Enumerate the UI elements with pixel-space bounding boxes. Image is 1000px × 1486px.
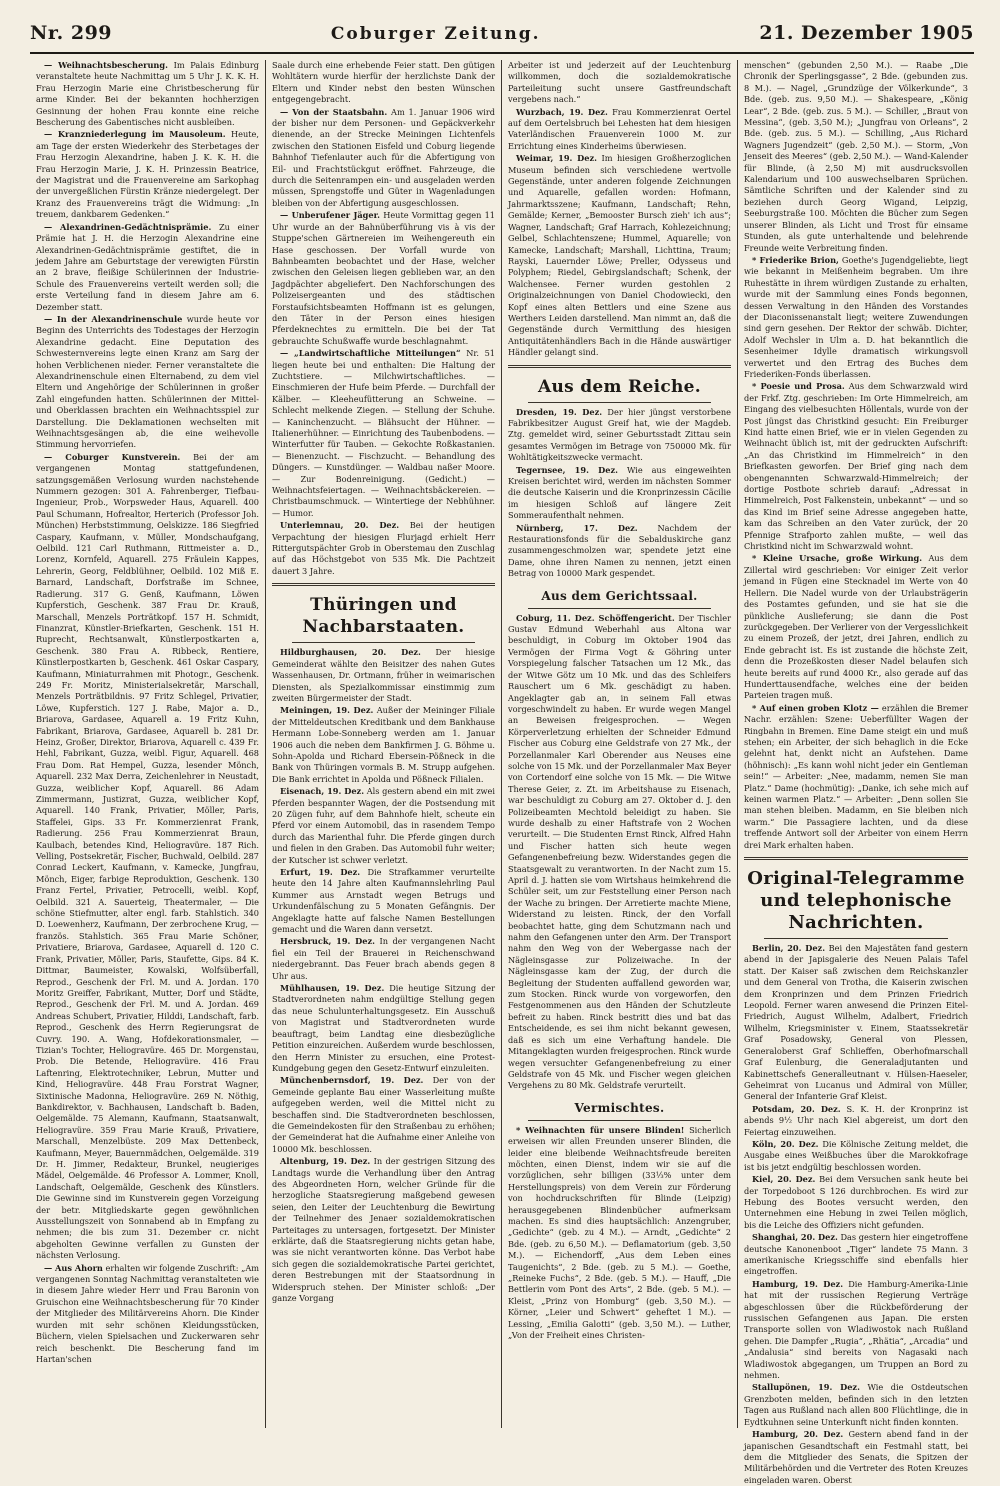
article-heading: Hamburg, 20. Dez. <box>752 1429 844 1440</box>
section-rule <box>764 938 948 939</box>
article-paragraph <box>508 613 731 1092</box>
article-body: Aus dem Schwarzwald wird der Frkf. Ztg. geschrieben: Im Orte Himmelreich, am Eingang des vielbesuchten Höllentals, wurde von der Post jüngst das Christkind gesucht: Ein Freiburger Kind hatte einen Brief, wie er in vielen Gegenden zu Weihnacht üblich ist, mit der gedruckten Aufschrift: „An das Christkind im Himmelreich“ in den Briefkasten geworfen. Der Brief ging nach dem obengenannten Schwarzwald-Himmelreich; der dortige Postbote schrieb darauf: „Adressat in Himmelreich, Post Falkenstein, unbekannt“ — und so das Kind im Brief seine Adresse angegeben hatte, kam das Schreiben an den Vater zurück, der 20 Pfennige Strafporto zahlen mußte, — weil das Christkind nicht im Schwarzwald wohnt. <box>744 381 968 552</box>
article-body: Wie aus eingeweihten Kreisen berichtet wird, werden im nächsten Sommer die deutsche Kaiserin und die Kronprinzessin Cäcilie im hiesigen Schloß auf längere Zeit Sommeraufenthalt nehmen. <box>508 464 731 521</box>
article-heading: Potsdam, 20. Dez. <box>752 1103 841 1114</box>
article-paragraph <box>272 60 495 106</box>
article-heading: Stallupönen, 19. Dez. <box>752 1382 860 1393</box>
article-heading: Meiningen, 19. Dez. <box>280 705 374 716</box>
article-heading: Köln, 20. Dez. <box>752 1138 819 1149</box>
article-body: Frau Kommerzienrat Oertel auf dem Oertelsbruch bei Lehesten hat dem hiesigen Vaterländischen Frauenverein 1000 M. zur Errichtung eines Kinderheims überwiesen. <box>508 106 731 151</box>
article-body: Goethe's Jugendgeliebte, liegt wie bekannt in Meißenheim begraben. Um ihre Ruhestätte in ihrem würdigen Zustande zu erhalten, wurde mit der Sammlung eines Fonds begonnen, dessen Verwaltung in den Händen des Vorstandes der Diaconissenanstalt liegt; weitere Zuwendungen sind gern gesehen. Der Rektor der schwäb. Dichter, Adolf Wechsler in Ulm a. D. hat bekanntlich die Sesenheimer Idylle dramatisch wirkungsvoll verwertet und den Ertrag des Buches dem Friederiken-Fonds überlassen. <box>744 254 968 379</box>
section-rule <box>272 583 495 586</box>
article-body: Saale durch eine erhebende Feier statt. Den gütigen Wohltätern wurde hierfür der herzlichste Dank der Eltern und Kinder nebst den besten Wünschen entgegengebracht. <box>272 60 495 105</box>
article-paragraph <box>272 1075 495 1155</box>
article-heading: Weimar, 19. Dez. <box>516 153 597 164</box>
article-body: Im hiesigen Großherzoglichen Museum befinden sich verschiedene wertvolle Gegenstände, unter anderen folgende Zeichnungen und Aquarelle, gefallen worden: Hofmann, Jahrmarktsszene; Kaufmann, Landschaft; Rehn, Gemälde; Kerner, „Bemooster Bursch zieh' ich aus“; Wagner, Landschaft; Graf Harrach, Kohlezeichnung; Gelbel, Schlachtenszene; Hummel, Aquarelle; von Kamecke, Landschaft; Marshall, Lichttina, Traum; Rayski, Lauernder Löwe; Preller, Odysseus und Polyphem; Riedel, Gebirgslandschaft; Schenk, der Walchensee. Ferner wurden gestohlen 2 Originalzeichnungen von Daniel Chodowiecki, den Kopf eines alten Bettlers und eine Szene aus Werthers Leiden darstellend. Man nimmt an, daß die Gegenstände durch Vermittlung des hiesigen Antiquitätenhändlers Bach in die Hände auswärtiger Händler gelangt sind. <box>508 153 732 358</box>
article-body: Die Strafkammer verurteilte heute den 14 Jahre alten Kaufmannslehrling Paul Kummer aus Arnstadt wegen Betrugs und Urkundenfälschung zu 5 Monaten Gefängnis. Der Angeklagte hatte auf falsche Namen Bestellungen gemacht und die Waren dann versetzt. <box>272 867 495 935</box>
article-body: Außer der Meininger Filiale der Mitteldeutschen Kreditbank und dem Bankhause Hermann Lobe-Sonneberg werden am 1. Januar 1906 auch die neben dem Bankfirmen J. G. Böhme u. Sohn-Apolda und Richard Ebersein-Pößneck in die Bank von Thüringen vormals B. M. Strupp aufgehen. Die Bank errichtet in Apolda und Pößneck Filialen. <box>272 705 496 784</box>
article-paragraph <box>508 407 731 464</box>
article-paragraph <box>36 129 259 220</box>
article-paragraph <box>272 107 495 210</box>
section-heading: Original-Telegramme und telephonische Nachrichten. <box>747 868 965 934</box>
article-paragraph <box>744 703 968 851</box>
column-3 <box>502 60 738 1428</box>
article-paragraph <box>508 153 731 358</box>
article-paragraph <box>272 647 495 704</box>
article-paragraph <box>272 1156 495 1304</box>
article-body: menschen“ (gebunden 2,50 M.). — Raabe „Die Chronik der Sperlingsgasse“, 2 Bde. (gebunden zus. 8 M.). — Nagel, „Grundzüge der Völkerkunde“, 3 Bde. (geb. zus. 9,50 M.). — Shakespeare, „König Lear“, 2 Bde. (geb. zus. 5 M.). — Schiller, „Braut von Messina“, (geb. 3,50 M.); „Jungfrau von Orleans“, 2 Bde. (geb. zus. 5 M.). — Schilling, „Aus Richard Wagners Jugendzeit“ (geb. 2,50 M.). — Storm, „Von Jenseit des Meeres“ (geb. 2,50 M.). — Wand-Kalender für Blinde, (à 2,50 M) mit ausdrucksvollen Kalendarium und 100 auswechselbaren Sprüchen. Sämtliche Schriften und der Kalender sind zu beziehen durch Georg Wigand, Leipzig, Seeburgstraße 100. Möchten die Bücher zum Segen unserer Blinden, als Licht und Trost für einsame Stunden, als gute unterhaltende und belehrende Freunde weite Verbreitung finden. <box>744 60 969 253</box>
article-body: erhalten wir folgende Zuschrift: „Am vergangenen Sonntag Nachmittag veranstalteten wie in diesem Jahre wieder Herr und Frau Baronin von Gruischon eine Weihnachtsbescherung für 70 Kinder der Mitglieder des Militärvereins Ahorn. Die Kinder wurden mit sehr schönen Kleidungsstücken, Büchern, vielen Spielsachen und Zuckerwaren sehr reich beschenkt. Die Bescherung fand im Hartan'schen <box>36 1262 259 1364</box>
article-paragraph <box>36 1263 259 1366</box>
article-body: Aus dem Zillertal wird geschrieben: Vor einiger Zeit verlor jemand in Fügen eine Stecknadel im Werte von 40 Hellern. Die Nadel wurde von der Urlaubsträgerin des Postamtes gefunden, und sie hat sie die pünkliche Auslieferung; sie dann die Post zurückgegeben. Der Verlierer von der Vergesslichkeit zu einem Prozeß, der jetzt, drei Jahren, endlich zu Ende gebracht ist. Es ist zustande die höchste Zeit, denn die Prozeßkosten dieser Nadel belaufen sich heute bereits auf rund 4000 Kr., also gerade auf das Hunderttausendfache, welches eine der beiden Parteien tragen muß. <box>744 553 968 701</box>
column-1 <box>30 60 266 1428</box>
article-paragraph <box>744 255 968 380</box>
section-heading: Aus dem Gerichtssaal. <box>541 588 698 603</box>
article-heading: Hamburg, 19. Dez. <box>752 1278 844 1289</box>
article-heading: — Kranzniederlegung im Mausoleum. <box>44 129 226 140</box>
article-paragraph <box>508 107 731 153</box>
article-body: Zu einer Prämie hat J. H. die Herzogin Alexandrine eine Alexandrinen-Gedächtnisprämie gestiftet, die in jedem Jahre am Geburtstage der verewigten Fürstin an 2 brave, fleißige Schülerinnen der Industrie-Schule des Frauenvereins verteilt werden soll; die erste Verteilung fand in diesem Jahre am 6. Dezember statt. <box>36 221 260 312</box>
columns <box>30 60 974 1485</box>
article-heading: Tegernsee, 19. Dez. <box>516 464 618 475</box>
article-body: Wie die Ostdeutschen Grenzboten melden, befinden sich in den letzten Tagen aus Rußland nach allen 800 Flüchtlinge, die in Eydtkuhnen seine Unterkunft nicht finden konnten. <box>744 1382 968 1427</box>
article-paragraph <box>508 465 731 522</box>
article-body: Das gestern hier eingetroffene deutsche Kanonenboot „Tiger“ landete 75 Mann. 3 amerikanische Kriegsschiffe sind ebenfalls hier eingetroffen. <box>744 1232 968 1277</box>
article-body: Im Palais Edinburg veranstaltete heute Nachmittag um 5 Uhr J. K. K. H. Frau Herzogin Marie eine Christbescherung für arme Kinder. Bei der bekannten hochherzigen Gesinnung der hohen Frau konnte eine reiche Bescherung des Gabentisches nicht ausbleiben. <box>36 60 259 128</box>
article-heading: — Unberufener Jäger. <box>280 210 381 221</box>
article-paragraph <box>744 1279 968 1382</box>
article-heading: — Alexandrinen-Gedächtnisprämie. <box>44 221 212 232</box>
article-paragraph <box>272 786 495 866</box>
article-body: Der hier jüngst verstorbene Fabrikbesitzer August Greif hat, wie der Magdeb. Ztg. gemeldet wird, seiner Geburtsstadt Zittau sein gesamtes Vermögen im Betrage von 750000 Mk. für Wohltätigkeitszwecke vermacht. <box>508 406 731 463</box>
article-paragraph <box>272 936 495 982</box>
article-body: Bei der heutigen Verpachtung der hiesigen Flurjagd erhielt Herr Rittergutspächter Grob in Oberstemau den Zuschlag auf das Höchstgebot von 535 Mk. Die Pachtzeit dauert 3 Jahre. <box>272 520 495 576</box>
issue-number: Nr. 299 <box>30 22 113 44</box>
article-body: Arbeiter ist und jederzeit auf der Leuchtenburg willkommen, doch die sozialdemokratische Parteileitung sucht unsere Gastfreundschaft vergebens nach.“ <box>508 60 731 105</box>
article-paragraph <box>36 60 259 128</box>
article-paragraph <box>508 1125 731 1342</box>
article-heading: Erfurt, 19. Dez. <box>280 867 361 877</box>
article-heading: — Von der Staatsbahn. <box>280 106 388 117</box>
article-paragraph <box>744 60 968 254</box>
article-heading: Hildburghausen, 20. Dez. <box>280 647 421 658</box>
article-paragraph <box>36 314 259 451</box>
article-body: In der gestrigen Sitzung des Landtags wurde die Verhandlung über den Antrag des Abgeordneten Horn, welcher Gründe für die herzogliche Staatsregierung maßgebend gewesen seien, den Leiter der Leuchtenburg die Bewirtung der Teilnehmer des Jenaer sozialdemokratischen Parteitages zu untersagen, fortgesetzt. Der Minister erklärte, daß die Staatsregierung nichts getan habe, was sie nicht verantworten könne. Das Verbot habe sich gegen die sozialdemokratische Partei gerichtet, deren Bestrebungen mit der Staatsordnung in Widerspruch stehen. Der Minister schloß: „Der ganze Vorgang <box>272 1156 495 1304</box>
article-heading: — „Landwirtschaftliche Mitteilungen“ <box>280 348 461 359</box>
article-paragraph <box>744 1104 968 1138</box>
article-body: Die heutige Sitzung der Stadtverordneten nahm endgültige Stellung gegen das neue Schulunterhaltungsgesetz. Ein Ausschuß von Magistrat und Stadtverordneten wurde beauftragt, beim Landtag eine diesbezügliche Petition einzureichen. Außerdem wurde beschlossen, den Herrn Minister zu ersuchen, eine Protest-Kundgebung gegen den Gesetz-Entwurf einzuleiten. <box>272 983 495 1073</box>
section-rule <box>292 642 475 643</box>
newspaper-title: Coburger Zeitung. <box>330 24 541 44</box>
article-paragraph <box>36 452 259 1262</box>
article-body: Nachdem der Restaurationsfonds für die Sebalduskirche ganz zusammengeschmolzen war, spendete jetzt eine Dame, ohne ihren Namen zu nennen, jetzt einen Betrag von 10000 Mark gespendet. <box>508 522 731 579</box>
article-body: Sicherlich erweisen wir allen Freunden unserer Blinden, die leider eine bleibende Weihnachtsfreude bereiten möchten, einen Dienst, indem wir sie auf die vorzüglichen, sehr billigen (33⅓% unter dem Herstellungspreis) von dem Verein zur Förderung von hochdruckschriften für Blinde (Leipzig) herausgegebenen Blindenbücher aufmerksam machen. Es sind dies hauptsächlich: Anzengruber, „Gedichte“ (geb. zu 4 M.). — Arndt, „Gedichte“ 2 Bde. (geb. zu 6,50 M.). — Deflamatorium (geb. 3,50 M.). — Eichendorff, „Aus dem Leben eines Taugenichts“, 2 Bde. (geb. zu 5 M.). — Goethe, „Reineke Fuchs“, 2 Bde. (geb. 5 M.). — Hauff, „Die Bettlerin vom Pont des Arts“, 2 Bde. (geb. 5 M.). — Kleist, „Prinz von Homburg“ (geb. 3,50 M.). — Körner, „Leier und Schwert“ geheftet 1 M.). — Lessing, „Emilia Galotti“ (geb. 3,50 M.). — Luther, „Von der Freiheit eines Christen- <box>508 1124 732 1341</box>
article-paragraph <box>744 1382 968 1428</box>
article-heading: Münchenbernsdorf, 19. Dez. <box>280 1075 424 1086</box>
masthead <box>30 22 974 54</box>
article-heading: Kiel, 20. Dez. <box>752 1174 816 1185</box>
article-heading: — Coburger Kunstverein. <box>44 451 181 462</box>
article-body: Die Hamburg-Amerika-Linie hat mit der russischen Regierung Verträge abgeschlossen über die Rückbeförderung der russischen Gefangenen aus Japan. Die ersten Transporte sollen von Wladiwostok nach Rußland gehen. Die Dampfer „Rugia“, „Rhätia“, „Arcadia“ und „Andalusia“ sind bereits von Nagasaki nach Wladiwostok abgegangen, um Truppen an Bord zu nehmen. <box>744 1278 969 1381</box>
section-rule <box>528 402 711 403</box>
article-paragraph <box>36 222 259 313</box>
article-body: In der vergangenen Nacht fiel ein Teil der Brauerei in Reichenschwand niedergebrannt. Das Feuer brach abends gegen 8 Uhr aus. <box>272 936 495 981</box>
column-2 <box>266 60 502 1428</box>
article-paragraph <box>744 943 968 1103</box>
article-paragraph <box>272 348 495 519</box>
article-paragraph <box>744 553 968 701</box>
issue-date: 21. Dezember 1905 <box>759 22 974 44</box>
article-heading: * Poesie und Prosa. <box>752 381 845 392</box>
article-paragraph <box>508 60 731 106</box>
article-paragraph <box>272 867 495 935</box>
article-heading: — In der Alexandrinenschule <box>44 313 183 324</box>
article-heading: Mühlhausen, 19. Dez. <box>280 983 385 994</box>
article-heading: * Friederike Brion, <box>752 254 839 265</box>
section-rule <box>744 857 968 860</box>
article-paragraph <box>744 1174 968 1231</box>
article-heading: Berlin, 20. Dez. <box>752 943 826 954</box>
article-heading: * Auf einen groben Klotz — <box>752 702 879 713</box>
article-paragraph <box>744 381 968 552</box>
section-rule <box>528 608 711 609</box>
article-paragraph <box>272 983 495 1074</box>
article-body: S. K. H. der Kronprinz ist abends 9½ Uhr nach Kiel abgereist, um dort den Feiertag einzuweihen. <box>744 1103 968 1137</box>
article-heading: — Weihnachtsbescherung. <box>44 60 168 70</box>
article-heading: Wurzbach, 19. Dez. <box>516 106 608 117</box>
article-body: Gestern abend fand in der japanischen Gesandtschaft ein Festmahl statt, bei dem die Mitglieder des Senats, die Spitzen der Militärbehörden und die Vertreter des Roten Kreuzes eingeladen waren. Oberst <box>744 1429 969 1485</box>
section-heading: Vermischtes. <box>574 1100 665 1115</box>
article-heading: Altenburg, 19. Dez. <box>280 1156 371 1167</box>
article-paragraph <box>508 523 731 580</box>
article-body: Die Kölnische Zeitung meldet, die Ausgabe eines Weißbuches über die Marokkofrage ist bis jetzt endgültig beschlossen worden. <box>744 1138 968 1172</box>
article-paragraph <box>744 1139 968 1173</box>
article-paragraph <box>272 210 495 347</box>
section-heading: Thüringen und Nachbarstaaten. <box>302 595 465 638</box>
article-body: Der Tischler Gustav Edmund Weberhahl aus Altona war beschuldigt, in Coburg im Oktober 1904 das Vermögen der Firma Vogt & Göhring unter Vorspiegelung falscher Tatsachen um 12 Mk., das der Witwe Götz um 10 Mk. und das des Schleifers Rauschert um 6 Mk. geschädigt zu haben. Angeklagter gab an, in seinem Fall etwas vorgeschwindelt zu haben. Er wurde wegen Mangel an Beweisen freigesprochen. — Wegen Körperverletzung erhielten der Schneider Edmund Fischer aus Coburg eine Geldstrafe von 27 Mk., der Porzellanmaler Karl Oberender aus Neuses eine solche von 15 Mk. und der Porzellanmaler Max Beyer von Cortendorf eine solche von 15 Mk. — Die Witwe Therese Geier, z. Zt. im Arbeitshause zu Eisenach, war beschuldigt zu Coburg am 27. Oktober d. J. den Polizeibeamten Mechtold beleidigt zu haben. Sie wurde deshalb zu einer Haftstrafe von 2 Wochen verurteilt. — Die Studenten Ernst Rinck, Alfred Hahn und Fischer hatten sich heute wegen Gefangenenbefreiung bezw. Widerstandes gegen die Staatsgewalt zu verantworten. In der Nacht zum 15. April d. J. hatten sie vom Wirtshaus heimkehrend die Schüler seit, um zur Feststellung einer Person nach der Wache zu bringen. Der Arretierte machte Miene, Widerstand zu leisten. Rinck, der den Vorfall beobachtet hatte, ging dem Schutzmann nach und nahm den Gefangenen unter den Arm. Der Transport nahm den Weg von der Webergasse nach der Nägleinsgasse zur Polizeiwache. In der Nägleinsgasse kam der Zug, der durch die Begleitung der Studenten auffallend geworden war, zum Stocken. Rinck wurde von vorgeworfen, den Festgenommenen aus den Händen der Schutzleute befreit zu haben. Rinck bestritt dies und bat das Entscheidende, es sei ihm nicht bekannt gewesen, daß es sich um eine Verhaftung handele. Die Mitangeklagten wurden freigesprochen. Rinck wurde wegen versuchter Gefangenenbefreiung zu einer Geldstrafe von 45 Mk. und Fischer wegen gleichen Vergehens zu 80 Mk. Geldstrafe verurteilt. <box>508 612 731 1091</box>
article-heading: * Weihnachten für unsere Blinden! <box>516 1124 685 1135</box>
article-heading: Coburg, 11. Dez. Schöffengericht. <box>516 612 675 623</box>
section-heading: Aus dem Reiche. <box>538 376 701 397</box>
section-rule <box>508 365 731 368</box>
article-heading: Nürnberg, 17. Dez. <box>516 522 638 533</box>
article-body: Der von der Gemeinde geplante Bau einer Wasserleitung mußte aufgegeben werden, weil die Mittel nicht zu beschaffen sind. Die Stadtverordneten beschlossen, die Gemeindekosten für den Straßenbau zu erhöhen; der Gemeinderat hat die Aufnahme einer Anleihe von 10000 Mk. beschlossen. <box>272 1075 496 1154</box>
article-body: Nr. 51 liegen heute bei und enthalten: Die Haltung der Zuchtstiere. — Milchwirtschaftliches. — Einschmieren der Hufe beim Pferde. — Durchfall der Kälber. — Kleeheufütterung an Schweine. — Schlecht melkende Ziegen. — Stellung der Schuhe. — Kaninchenzucht. — Blähsucht der Hühner. — Italienerhühner. — Einrichtung des Taubenbodens. — Winterfutter für Tauben. — Gekochte Roßkastanien. — Bienenzucht. — Fischzucht. — Behandlung des Düngers. — Kunstdünger. — Waldbau naßer Moore. — Zur Bodenreinigung. (Gedicht.) — Weihnachtsfeiertagen. — Weihnachtsbäckereien. — Christbaumschmuck. — Wintertiege der Nebhühner. — Humor. <box>272 348 495 518</box>
article-body: Bei dem Versuchen sank heute bei der Torpedoboot S 126 durchbrochen. Es wird zur Hebung des Bootes versucht werden, den Unternehmen eine Hebung in zwei Teilen möglich, bis die Leiche des Offiziers nicht gefunden. <box>744 1174 969 1230</box>
article-heading: — Aus Ahorn <box>44 1262 103 1273</box>
article-paragraph <box>744 1232 968 1278</box>
article-paragraph <box>744 1429 968 1486</box>
article-body: wurde heute vor Beginn des Unterrichts des Todestages der Herzogin Alexandrine gedacht. Eine Deputation des Schwesternvereins legte einen Kranz am Sarg der hohen Verblichenen nieder. Ferner veranstaltete die Alexandrinenschule einen Elternabend, zu dem viel Eltern und Angehörige der Schülerinnen in großer Zahl eingefunden hatten. Schülerinnen der Mittel- und Oberklassen brachten ein Weihnachtsspiel zur Darstellung. Die Deklamationen wechselten mit Weihnachtsgesängen ab, die eine weihevolle Stimmung hervorriefen. <box>36 313 259 450</box>
article-heading: Unterlemnau, 20. Dez. <box>280 520 400 531</box>
article-heading: Eisenach, 19. Dez. <box>280 786 365 797</box>
article-heading: Hersbruck, 19. Dez. <box>280 936 375 947</box>
article-heading: * Kleine Ursache, große Wirkung. <box>752 553 923 564</box>
section-rule <box>528 1120 711 1121</box>
article-body: Am 1. Januar 1906 wird der bisher nur dem Personen- und Gepäckverkehr dienende, an der Strecke Meiningen Lichtenfels zwischen den Stationen Eisfeld und Coburg liegende Bahnhof Tiefenlauter auch für die Abfertigung von Eil- und Frachtstückgut eröffnet. Fahrzeuge, die durch die Seitenrampen ein- und ausgeladen werden müssen, Sprengstoffe und Güter in Wagenladungen bleiben von der Abfertigung ausgeschlossen. <box>272 106 495 208</box>
article-heading: Dresden, 19. Dez. <box>516 406 603 417</box>
article-body: Heute Vormittag gegen 11 Uhr wurde an der Bahnüberführung vis à vis der Stuppe'schen Gärtnereien im Weihengereuth ein Hase geschossen. Der Vorfall wurde von Bahnbeamten beobachtet und der Hase, welcher zwischen den Geleisen liegen geblieben war, an den Jagdpächter abgeliefert. Den Nachforschungen des Polizeisergeanten und des städtischen Forstaufsichtsbeamten Hoffmann ist es gelungen, den Täter in der Person eines hiesigen Pferdeknechtes zu ermitteln. Die bei der Tat gebrauchte Schußwaffe wurde beschlagnahmt. <box>272 210 495 346</box>
article-paragraph <box>272 705 495 785</box>
article-body: Heute, am Tage der ersten Wiederkehr des Sterbetages der Frau Herzogin Alexandrine, haben J. K. K. H. die Frau Herzogin Marie, J. K. H. Prinzessin Beatrice, der Magistrat und die Frauenvereine am Sarkophag der unvergeßlichen Fürstin Kränze niedergelegt. Der Kranz des Frauenvereins trägt die Widmung: „In treuem, dankbarem Gedenken.“ <box>36 129 259 220</box>
article-paragraph <box>272 520 495 577</box>
article-body: erzählen die Bremer Nachr. erzählen: Szene: Ueberfüllter Wagen der Ringbahn in Bremen. Eine Dame steigt ein und muß stehen; ein Arbeiter, der sich behaglich in die Ecke gelehnt hat, denkt nicht an Aufstehen. Dame (höhnisch): „Es kann wohl nicht jeder ein Gentleman sein!“ — Arbeiter: „Nee, madamm, nemen Sie man Platz.“ Dame (hochmütig): „Danke, ich sehe mich auf keinen warmen Platz.“ — Arbeiter: „Denn sollen Sie man stehen bleiben. Madamm, en Sie bleiben nich warm.“ Die Passagiere lachten, und da diese treffende Antwort soll der Arbeiter von einem Herrn drei Mark erhalten haben. <box>744 702 968 850</box>
article-heading: Shanghai, 20. Dez. <box>752 1232 838 1243</box>
article-body: Bei den Majestäten fand gestern abend in der Japisgalerie des Neuen Palais Tafel statt. Der Kaiser saß zwischen dem Reichskanzler und dem General von Trotha, die Kaiserin zwischen dem Kronprinzen und dem Prinzen Friedrich Leopold. Ferner waren anwesend die Prinzen Eitel-Friedrich, August Wilhelm, Adalbert, Friedrich Wilhelm, Kriegsminister v. Einem, Staatssekretär Graf Posadowsky, General von Plessen, Generaloberst Graf Schlieffen, Oberhofmarschall Graf Eulenburg, die Generaladjutanten und Kabinettschefs Generalleutnant v. Hülsen-Haeseler, Geheimrat von Lucanus und Admiral von Müller, General der Infanterie Graf Kleist. <box>744 943 968 1102</box>
article-body: Als gestern abend ein mit zwei Pferden bespannter Wagen, der die Postsendung mit 20 Zügen fuhr, auf dem Bahnhofe hielt, scheute ein Pferd vor einem Automobil, das in rasendem Tempo durch das Marienthal fuhr. Die Pferde gingen durch und fielen in den Graben. Das Automobil fuhr weiter; der Kutscher ist schwer verletzt. <box>272 786 495 865</box>
article-body: Bei der am vergangenen Montag stattgefundenen, satzungsgemäßen Verlosung wurden nachstehende Nummern gezogen: 301 A. Fahrenberger, Tiefbau-Ingenieur, Prob., Worpsweder Haus, Aquarell. 400 Paul Schumann, Hofrealtor, Herterich (Professor Joh. München) Herbststimmung, Oelskizze. 186 Siegfried Caspary, Kaufmann, v. Müller, Mondschaufgang, Oelbild. 121 Carl Ruthmann, Rittmeister a. D., Lorenz, Kornfeld, Aquarell. 275 Fräulein Kappes, Lehrerin, Georg, Feldblühner, Oelbild. 102 Miß E. Barnard, Landschaft, Dorfstraße im Schnee, Radierung. 317 G. Genß, Kaufmann, Löwen Kupferstich, Geschenk. 387 Frau Dr. Krauß, Marschall, Menzels Porträtkopf. 157 H. Schmidt, Finanzrat, Künstler-Briefkarten, Geschenk. 151 H. Ruprecht, Rechtsanwalt, Künstlerpostkarten a, Geschenk. 380 Frau A. Ribbeck, Rentiere, Künstlerpostkarten b, Geschenk. 461 Oskar Caspary, Kaufmann, Miniaturrahmen mit Photogr., Geschenk. 249 Fr. Moritz, Ministerialsekretär, Marschall, Menzels Porträtbildnis. 97 Fritz Schlegel, Privatier, Löwe, Kupferstich. 127 J. Rabe, Major a. D., Briarova, Gardasee, Aquarell a. 19 Fritz Kuhn, Fabrikant, Briarova, Gardasee, Aquarell b. 281 Dr. Heinz, Großer, Direktor, Briarova, Aquarell c. 439 Fr. Hehl, Fabrikant, Guzza, weibl. Figur, Aquarell. 468 Frau Dom. Rat Hempel, Guzza, lesender Mönch, Aquarell. 232 Max Derra, Zeichenlehrer in Neustadt, Guzza, weiblicher Kopf, Aquarell. 86 Adam Zimmermann, Justizrat, Guzza, weiblicher Kopf, Aquarell. 140 Frank, Privatier, Möller, Paris, Staffelei, Gips. 33 Fr. Kommerzienrat Frank, Radierung. 256 Frau Kommerzienrat Braun, Kaulbach, betendes Kind, Heliogravüre. 187 Rich. Velling, Postsekretär, Fischer, Buchwald, Oelbild. 287 Conrad Leckert, Kaufmann, v. Kamecke, Jungfrau, Mönch, Eiger, farbige Reproduktion, Geschenk. 130 Franz Fertel, Privatier, Petrocelli, weibl. Kopf, Oelbild. 321 A. Sauerteig, Theatermaler, — Die schöne Stiefmutter, alter engl. farb. Stahlstich. 340 D. Loewenherz, Kaufmann, Der zerbrochene Krug, — französ. Stahlstich. 365 Frau Marie Schöner, Privatiere, Briarova, Gardasee, Aquarell d. 120 C. Frank, Privatier, Möller, Paris, Staufette, Gips. 84 K. Dittmar, Baumeister, Kowalski, Wolfsüberfall, Reprod., Geschenk der Frl. M. und A. Jordan. 170 Moritz Greiffer, Fabrikant, Mutter, Dorf und Städte, Reprod., Geschenk der Frl. M. und A. Jordan. 469 Andreas Schubert, Privatier, Hilddi, Landschaft, farb. Reprod., Geschenk des Herrn Regierungsrat de Cuvry. 190. A. Wang, Hofdekorationsmaler, — Tizian's Tochter, Heliogravüre. 465 Dr. Morgenstau, Prob. Die Betende, Heliogravüre. 416 Frau Laftenring, Elektrotechniker, Lebrun, Mutter und Kind, Heliogravüre. 448 Frau Forstrat Wagner, Sixtinische Madonna, Heliogravüre. 269 N. Nöthig, Bankdirektor, v. Bachhausen, Landschaft b. Baden, Oelgemälde. 75 Alemann, Kaufmann, Staatsanwalt, Heliogravüre. 359 Frau Marie Krauß, Privatiere, Marschall, Menzelbüste. 209 Max Dettenbeck, Kaufmann, Meyer, Bauernmädchen, Oelgemälde. 319 Dr. H. Jimmer, Redakteur, Brunkel, neugieriges Mädel, Oelgemälde. 46 Professor A. Lommer, Knoll, Landschaft, Oelgemälde, Geschenk des Künstlers. Die Gewinne sind im Kunstverein gegen Vorzeigung der betr. Mitgliedskarte gegen gewöhnlichen Ausstellungszeit von Sonnabend ab in Empfang zu nehmen; die bis zum 31. Dezember cr. nicht abgeholten Gewinne verfallen zu Gunsten der nächsten Verlosung. <box>36 451 259 1261</box>
column-4 <box>738 60 974 1485</box>
article-body: Der hiesige Gemeinderat wählte den Beisitzer des nahen Gutes Wassenhausen, Dr. Ortmann, früher in weimarischen Diensten, als Spezialkommissar einstimmig zum zweiten Bürgermeister der Stadt. <box>272 647 495 703</box>
